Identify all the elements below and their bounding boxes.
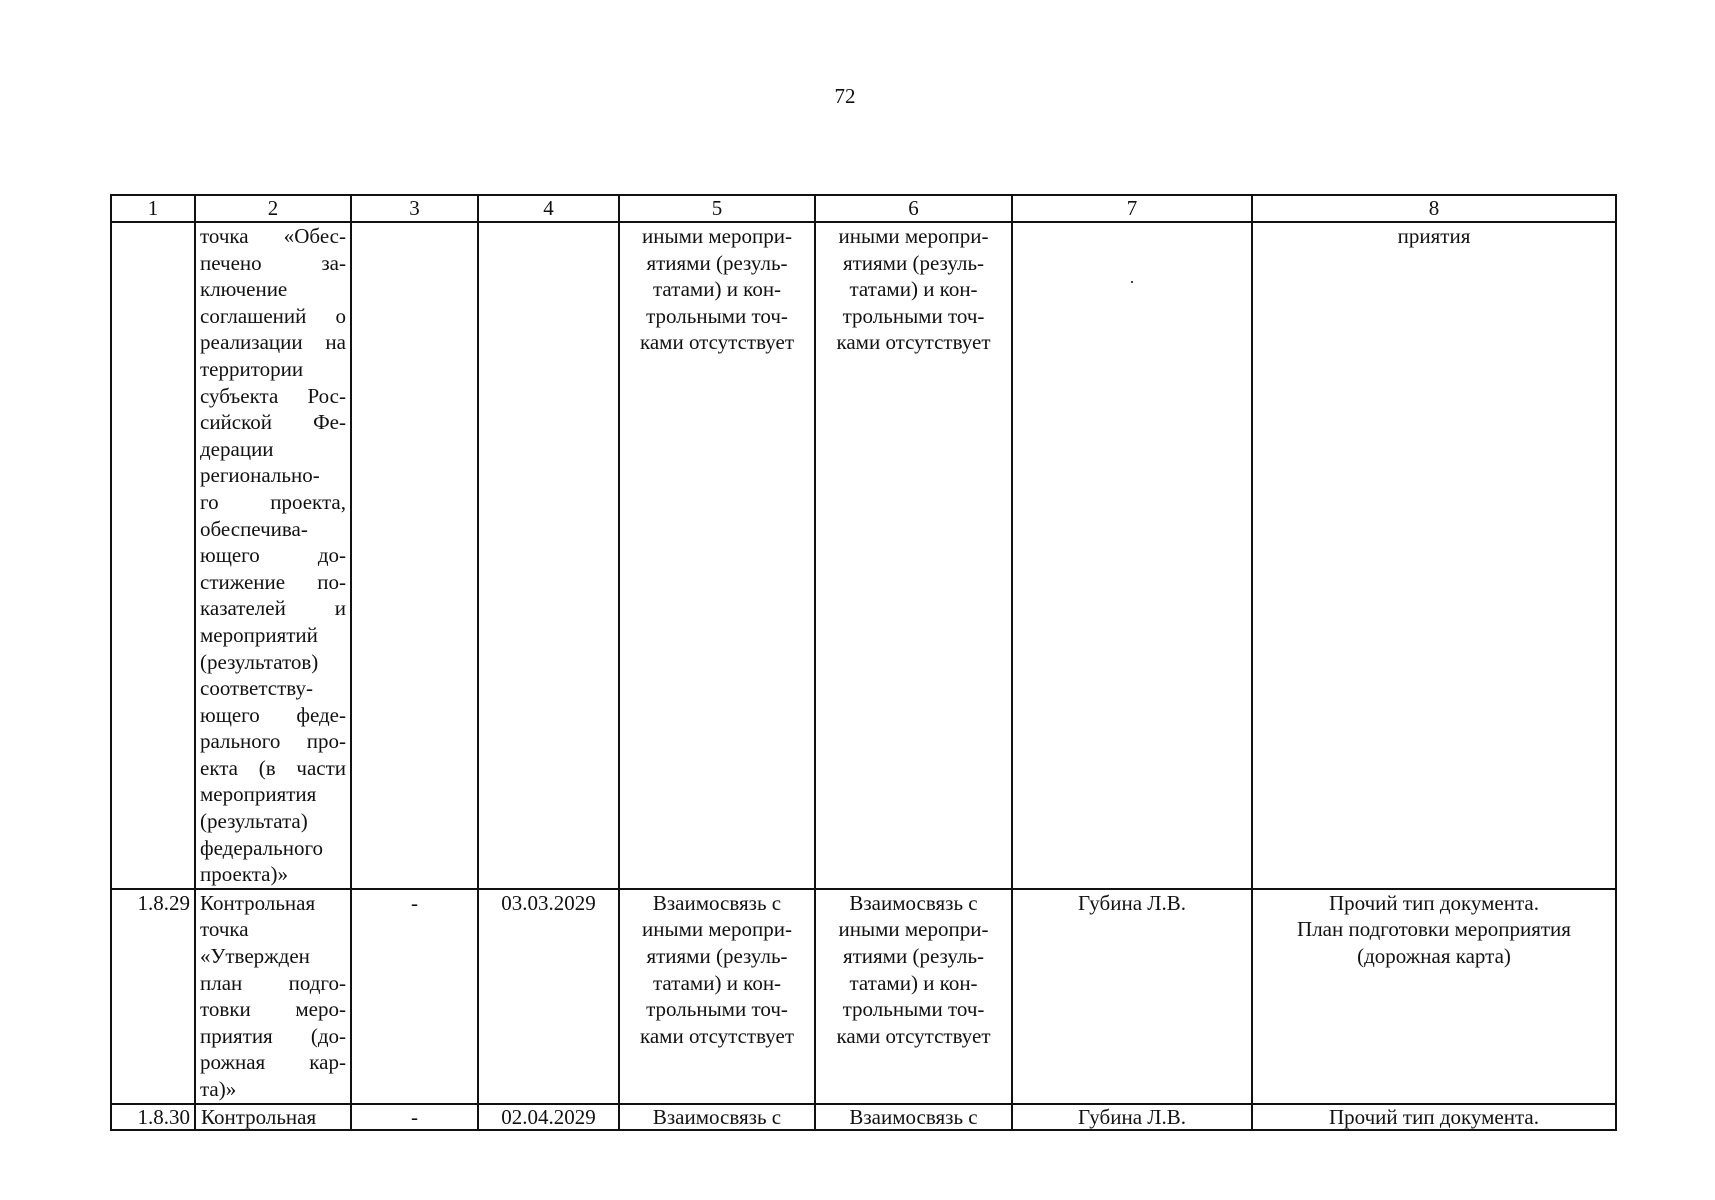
header-cell: 7 (1012, 195, 1252, 222)
cell-responsible: Губина Л.В. (1012, 1104, 1252, 1130)
cell-col8: приятия (1252, 222, 1616, 889)
cell-col8: Прочий тип документа. (1252, 1104, 1616, 1130)
cell-col6: Взаимосвязь с (815, 1104, 1012, 1130)
cell-name: Контрольная (195, 1104, 351, 1130)
header-cell: 2 (195, 195, 351, 222)
header-cell: 5 (619, 195, 815, 222)
table-row (111, 1104, 1616, 1130)
table-row (111, 889, 1616, 1104)
cell-col5: Взаимосвязь с иными меропри- ятиями (резуль- татами) и кон- трольными точ- ками отсутствует (619, 889, 815, 1104)
table-row-continued (111, 222, 1616, 889)
cell-col3 (351, 222, 478, 889)
cell-number: 1.8.29 (111, 889, 195, 1104)
cell-col3: - (351, 1104, 478, 1130)
header-cell: 6 (815, 195, 1012, 222)
header-cell: 3 (351, 195, 478, 222)
cell-number: 1.8.30 (111, 1104, 195, 1130)
scan-dot (1131, 281, 1133, 283)
header-cell: 8 (1252, 195, 1616, 222)
page-number: 72 (834, 84, 856, 108)
cell-col3: - (351, 889, 478, 1104)
cell-col6: Взаимосвязь с иными меропри- ятиями (резуль- татами) и кон- трольными точ- ками отсутствует (815, 889, 1012, 1104)
cell-date: 03.03.2029 (478, 889, 619, 1104)
cell-col8: Прочий тип документа. План подготовки мероприятия (дорожная карта) (1252, 889, 1616, 1104)
table-header-row (111, 195, 1616, 222)
cell-col6: иными меропри- ятиями (резуль- татами) и кон- трольными точ- ками отсутствует (815, 222, 1012, 889)
header-cell: 4 (478, 195, 619, 222)
document-table (110, 194, 1617, 1131)
cell-number (111, 222, 195, 889)
cell-name: точка «Обес- печено за- ключение соглашений о реализации на территории субъекта Рос- сийской Фе- дерации регионально- го проекта, обеспечива- ющего до- стижение по- казателей и мероприятий (результатов) соответству- ющего феде- рального про- екта (в части мероприятия (результата) федерального проекта)» (195, 222, 351, 889)
cell-responsible (1012, 222, 1252, 889)
cell-date (478, 222, 619, 889)
cell-col5: Взаимосвязь с (619, 1104, 815, 1130)
cell-date: 02.04.2029 (478, 1104, 619, 1130)
cell-name: Контрольная точка «Утвержден план подго- товки меро- приятия (до- рожная кар- та)» (195, 889, 351, 1104)
header-cell: 1 (111, 195, 195, 222)
cell-col5: иными меропри- ятиями (резуль- татами) и кон- трольными точ- ками отсутствует (619, 222, 815, 889)
cell-responsible: Губина Л.В. (1012, 889, 1252, 1104)
